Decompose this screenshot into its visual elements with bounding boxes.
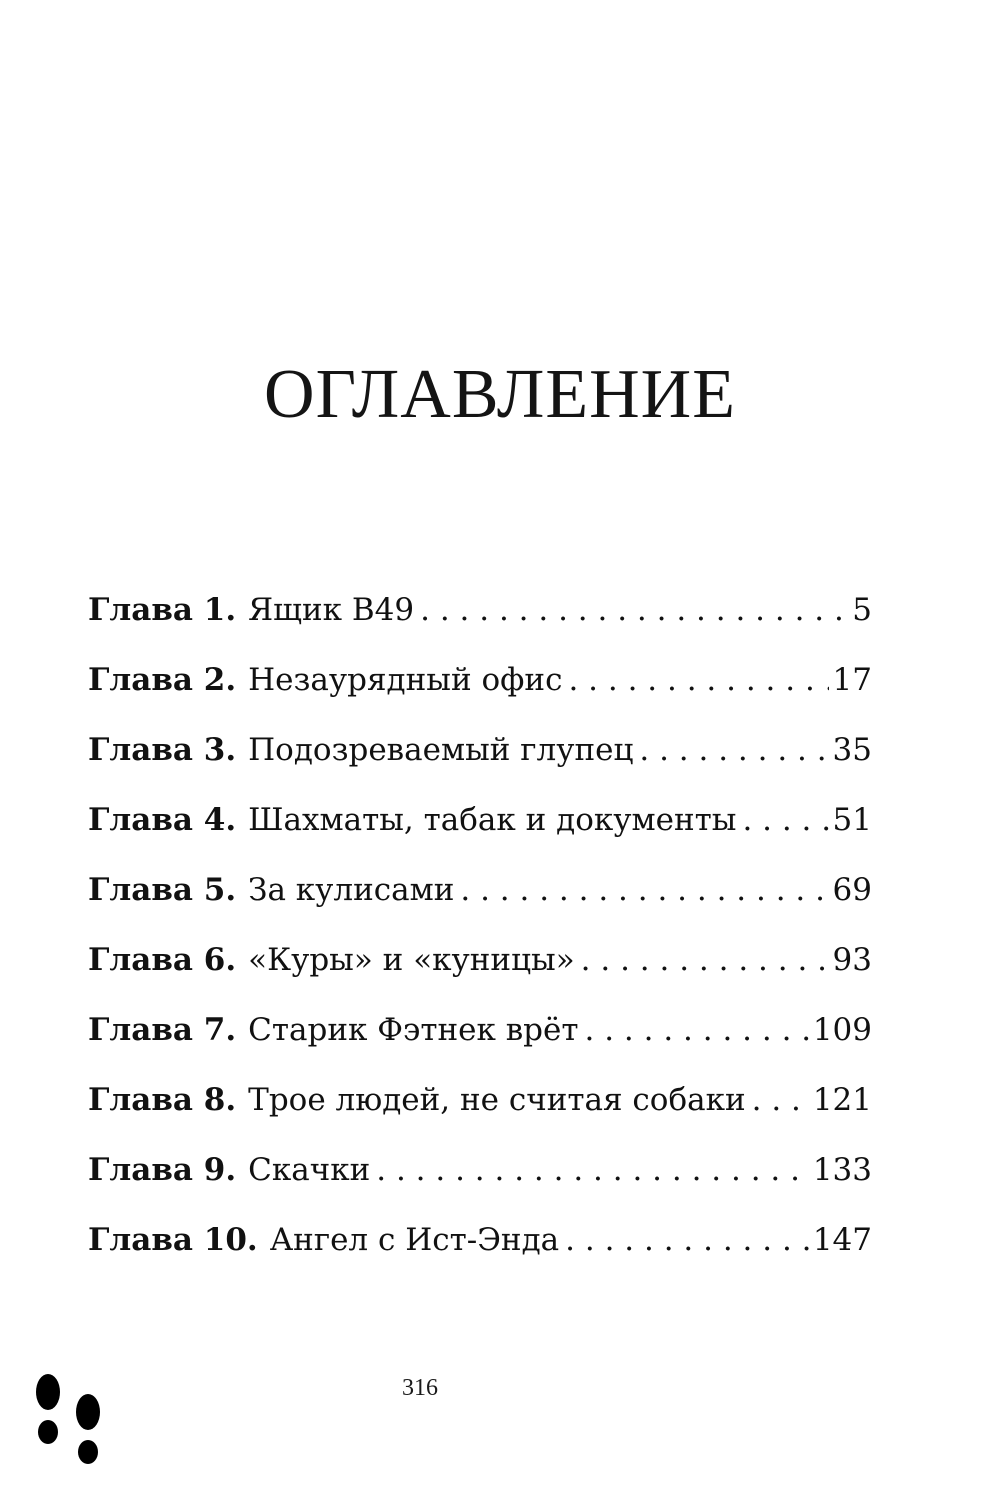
toc-entry (88, 936, 872, 1006)
dot-leader (581, 936, 829, 984)
toc-entry (88, 656, 872, 726)
dot-leader (742, 796, 828, 844)
toc-entry (88, 586, 872, 656)
toc-entry (88, 726, 872, 796)
toc-entry (88, 1146, 872, 1216)
chapter-title: Шахматы, табак и документы (248, 802, 737, 838)
chapter-page-number: 69 (832, 872, 872, 908)
chapter-page-number: 121 (812, 1082, 872, 1118)
toc-entry (88, 866, 872, 936)
chapter-title: Ящик B49 (248, 592, 415, 628)
chapter-label: Глава 3. (88, 732, 237, 768)
toc-entry (88, 1216, 872, 1286)
toc-entry (88, 1076, 872, 1146)
chapter-label: Глава 4. (88, 802, 237, 838)
chapter-page-number: 5 (852, 592, 872, 628)
dot-leader (568, 656, 828, 704)
chapter-label: Глава 7. (88, 1012, 237, 1048)
chapter-title: Ангел с Ист-Энда (269, 1222, 560, 1258)
dot-leader (420, 586, 848, 634)
chapter-label: Глава 10. (88, 1222, 258, 1258)
chapter-label: Глава 6. (88, 942, 237, 978)
toc-title: ОГЛАВЛЕНИЕ (264, 356, 736, 433)
chapter-title: За кулисами (248, 872, 455, 908)
toc-entry (88, 1006, 872, 1076)
chapter-label: Глава 8. (88, 1082, 237, 1118)
toc-entry (88, 796, 872, 866)
chapter-page-number: 133 (812, 1152, 872, 1188)
chapter-page-number: 17 (832, 662, 872, 698)
chapter-label: Глава 5. (88, 872, 237, 908)
dot-leader (585, 1006, 809, 1054)
chapter-title: Старик Фэтнек врёт (248, 1012, 579, 1048)
chapter-label: Глава 1. (88, 592, 237, 628)
page-number: 316 (402, 1375, 438, 1401)
chapter-title: Скачки (248, 1152, 371, 1188)
chapter-page-number: 109 (812, 1012, 872, 1048)
chapter-page-number: 147 (812, 1222, 872, 1258)
dot-leader (376, 1146, 809, 1194)
dot-leader (565, 1216, 809, 1264)
dot-leader (460, 866, 828, 914)
chapter-title: Подозреваемый глупец (248, 732, 634, 768)
dot-leader (639, 726, 828, 774)
chapter-label: Глава 2. (88, 662, 237, 698)
chapter-page-number: 35 (832, 732, 872, 768)
chapter-title: Незаурядный офис (248, 662, 563, 698)
dot-leader (752, 1076, 809, 1124)
table-of-contents (88, 586, 872, 1286)
chapter-page-number: 93 (832, 942, 872, 978)
chapter-title: «Куры» и «куницы» (248, 942, 575, 978)
chapter-page-number: 51 (832, 802, 872, 838)
chapter-title: Трое людей, не считая собаки (248, 1082, 746, 1118)
chapter-label: Глава 9. (88, 1152, 237, 1188)
